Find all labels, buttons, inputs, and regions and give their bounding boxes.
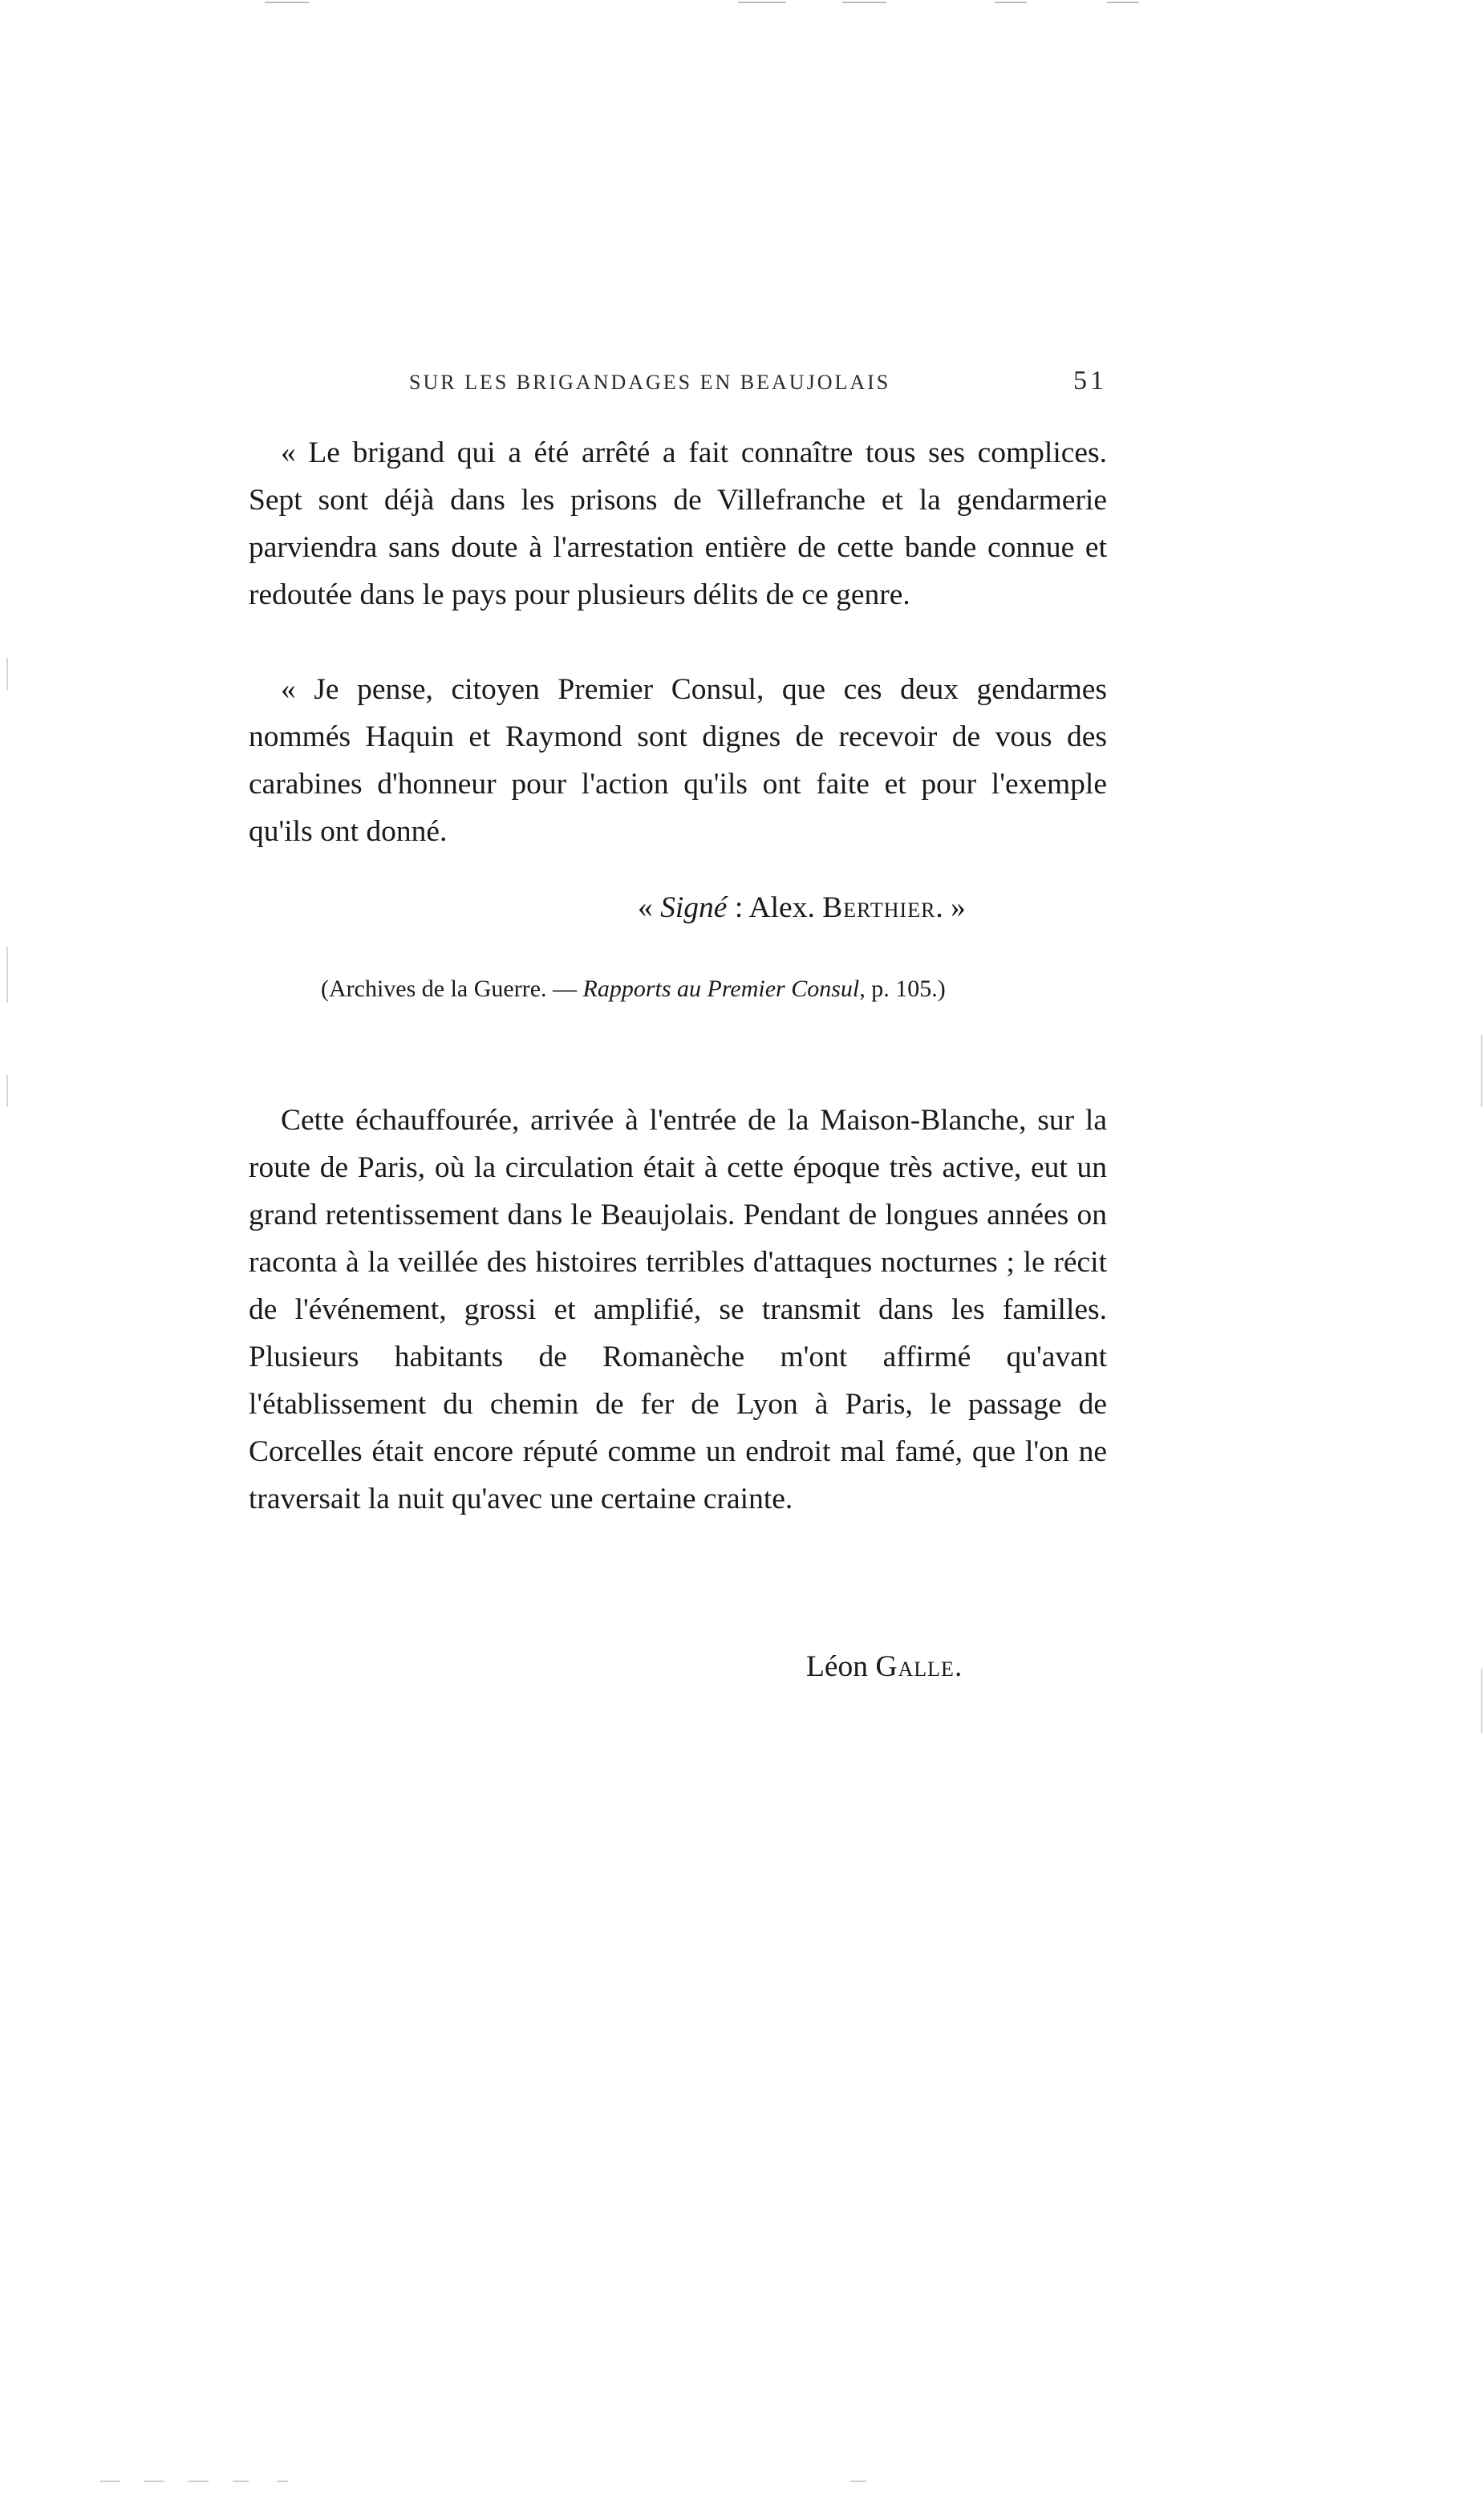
body-paragraph-text: Cette échauffourée, arrivée à l'entrée de la Maison-Blanche, sur la route de Paris, où la circulation était à cette époque très active, eut un grand retentissement dans le Beaujolais. Pendant de longues années on raconta à la veillée des histoires terribles d'attaques nocturnes ; le récit de l'événement, grossi et amplifié, se transmit dans les familles. Plusieurs habitants de Romanèche m'ont affirmé qu'avant l'établissement du chemin de fer de Lyon à Paris, le passage de Corcelles était encore réputé comme un endroit mal famé, que l'on ne traversait la nuit qu'avec une certaine crainte. bbox=[249, 1104, 1107, 1515]
scan-edge-bottom-3 bbox=[189, 2481, 209, 2482]
scan-edge-bottom-4 bbox=[233, 2481, 249, 2482]
source-page: p. 105.) bbox=[865, 976, 946, 1002]
scan-edge-bottom-1 bbox=[100, 2481, 120, 2482]
source-open: (Archives de la Guerre. — bbox=[321, 976, 583, 1002]
scan-edge-bottom-2 bbox=[144, 2481, 164, 2482]
scan-edge-bottom-5 bbox=[277, 2481, 288, 2482]
page-number: 51 bbox=[1073, 366, 1107, 396]
scan-margin-right-2 bbox=[1481, 1669, 1482, 1733]
quote-paragraph-1-text: « Le brigand qui a été arrêté a fait connaître tous ses complices. Sept sont déjà dans les prisons de Villefranche et la gendarmerie parviendra sans doute à l'arrestation entière de cette bande connue et redoutée dans le pays pour plusieurs délits de ce genre. bbox=[249, 436, 1107, 611]
signature-signed: Signé bbox=[660, 891, 728, 924]
quote-paragraph-2 bbox=[249, 666, 1107, 855]
quote-paragraph-2-text: « Je pense, citoyen Premier Consul, que ces deux gendarmes nommés Haquin et Raymond sont dignes de recevoir de vous des carabines d'honneur pour l'action qu'ils ont faite et pour l'exemple qu'ils ont donné. bbox=[249, 673, 1107, 848]
author-end: . bbox=[954, 1650, 963, 1683]
scan-edge-top-right bbox=[995, 2, 1027, 3]
quote-paragraph-1 bbox=[249, 429, 1107, 619]
body-paragraph bbox=[249, 1097, 1107, 1523]
running-header bbox=[249, 366, 1107, 403]
scan-edge-top-left bbox=[265, 2, 309, 3]
scan-edge-top-center bbox=[738, 2, 786, 3]
signature-name: Berthier bbox=[822, 891, 936, 924]
signature-close: . » bbox=[935, 891, 966, 924]
scan-edge-bottom-6 bbox=[850, 2481, 866, 2482]
source-citation bbox=[321, 973, 946, 1005]
scan-edge-top-center-2 bbox=[842, 2, 886, 3]
signature-sep: : Alex. bbox=[727, 891, 823, 924]
author-first: Léon bbox=[806, 1650, 876, 1683]
scan-edge-top-far-right bbox=[1107, 2, 1139, 3]
scan-margin-left-1 bbox=[6, 658, 8, 690]
letter-signature bbox=[638, 884, 966, 931]
running-title: SUR LES BRIGANDAGES EN BEAUJOLAIS bbox=[409, 371, 891, 394]
scan-margin-left-3 bbox=[6, 1075, 8, 1107]
author-signature bbox=[806, 1643, 962, 1690]
signature-open: « bbox=[638, 891, 661, 924]
scan-margin-right-1 bbox=[1481, 1035, 1482, 1107]
scan-margin-left-2 bbox=[6, 947, 8, 1003]
source-title: Rapports au Premier Consul, bbox=[582, 976, 866, 1002]
author-last: Galle bbox=[875, 1650, 955, 1683]
